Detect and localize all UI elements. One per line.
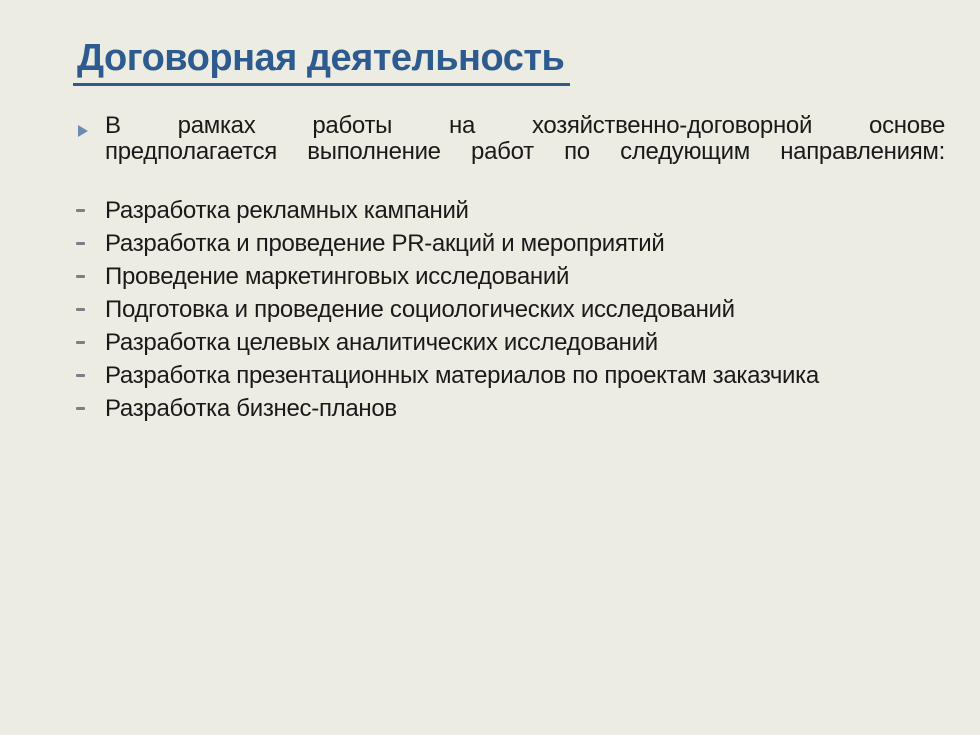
list-item-text: Проведение маркетинговых исследований: [105, 263, 570, 290]
intro-line-2: предполагается выполнение работ по следующим направлениям:: [105, 138, 945, 165]
list-item-text: Разработка и проведение PR-акций и мероприятий: [105, 230, 665, 257]
list-item-text: Разработка презентационных материалов по проектам заказчика: [105, 362, 819, 389]
list-item: [73, 359, 945, 392]
triangle-right-icon: [78, 125, 88, 137]
dash-icon: [76, 407, 85, 410]
dash-icon: [76, 374, 85, 377]
list-item: [73, 293, 945, 326]
list-item-text: Подготовка и проведение социологических исследований: [105, 296, 735, 323]
list-item-text: Разработка бизнес-планов: [105, 395, 397, 422]
dash-icon: [76, 275, 85, 278]
list-item-text: Разработка рекламных кампаний: [105, 197, 469, 224]
list-item: [73, 326, 945, 359]
dash-icon: [76, 341, 85, 344]
intro-bullet-block: [73, 113, 945, 165]
intro-text: [105, 113, 945, 165]
dash-bullet-list: [73, 194, 945, 425]
slide-title: Договорная деятельность: [73, 36, 570, 86]
dash-icon: [76, 209, 85, 212]
list-item: [73, 260, 945, 293]
list-item: [73, 194, 945, 227]
list-item: [73, 227, 945, 260]
intro-line-1: В рамках работы на хозяйственно-договорной основе: [105, 112, 945, 139]
list-item-text: Разработка целевых аналитических исследований: [105, 329, 658, 356]
dash-icon: [76, 242, 85, 245]
list-item: [73, 392, 945, 425]
dash-icon: [76, 308, 85, 311]
